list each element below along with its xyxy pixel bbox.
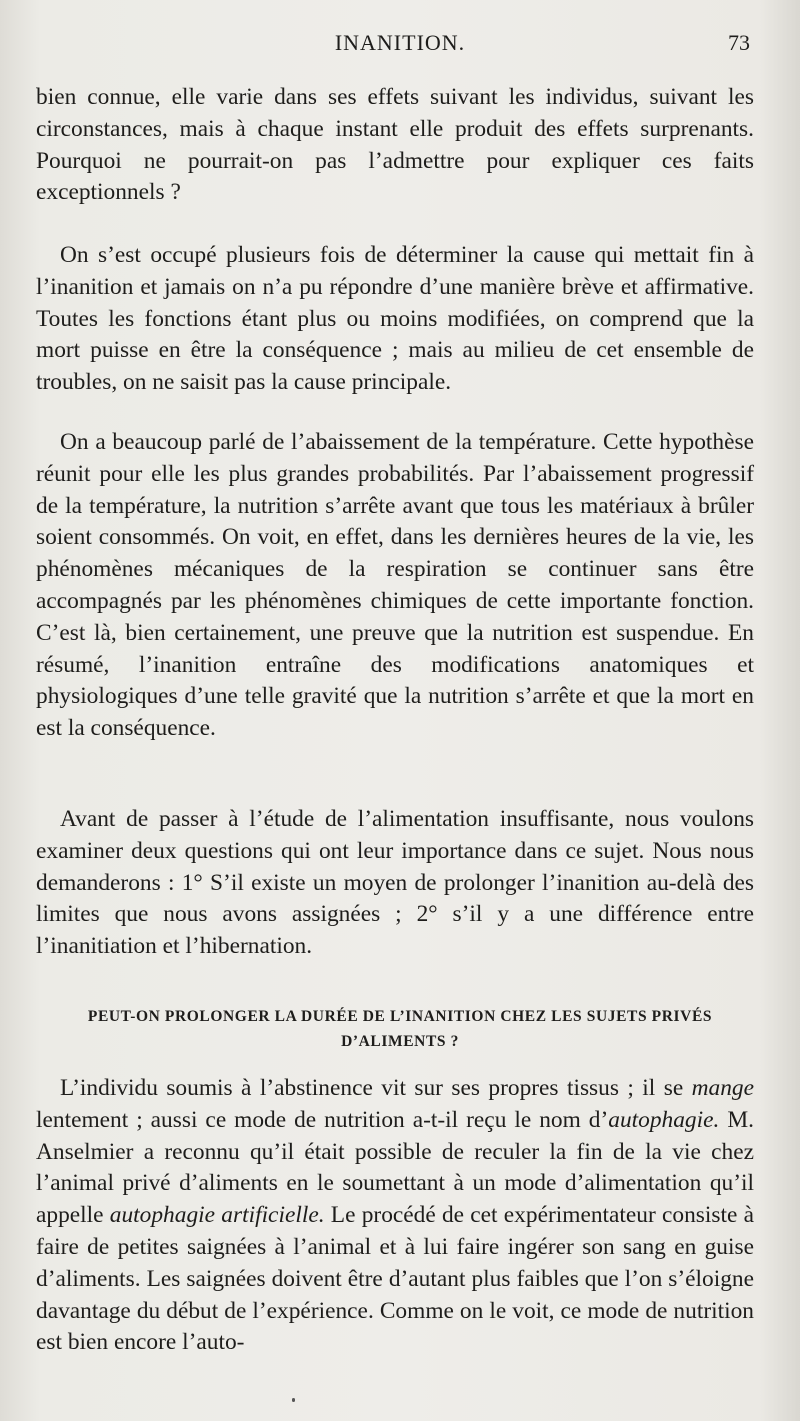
paragraph-5-text-a: L’individu soumis à l’abstinence vit sur ses propres tissus ; il se [60,1075,692,1101]
paragraph-2: On s’est occupé plusieurs fois de déterminer la cause qui mettait fin à l’inanition et jamais on n’a pu répondre d’une manière brève et affirmative. Toutes les fonctions étant plus ou moins modifiées, on comprend que la mort puisse en être la conséquence ; mais au milieu de cet ensemble de troubles, on ne saisit pas la cause principale. [36,242,754,396]
paragraph-4: Avant de passer à l’étude de l’alimentation insuffisante, nous voulons examiner deux questions qui ont leur importance dans ce sujet. Nous nous demanderons : 1° S’il existe un moyen de prolonger l’inanition au-delà des limites que nous avons assignées ; 2° s’il y a une différence entre l’inanitiation et l’hibernation. [36,806,754,960]
page-number: 73 [728,30,750,55]
paragraph-5-text-c: M. Anselmier a reconnu qu’il était possible de reculer la fin de la vie chez l’animal privé d’aliments en le soumettant à un mode d’alimentation qu’il appelle [36,1106,754,1229]
paragraph-5-text-b: lentement ; aussi ce mode de nutrition a-t-il reçu le nom d’ [36,1106,609,1133]
paragraph-5 [36,1073,754,1359]
italic-term-autophagie: autophagie. [608,1106,720,1133]
page-header [0,30,800,64]
paragraph-5-text-d: Le procédé de cet expérimentateur consiste à faire de petites saignées à l’animal et à lui faire ingérer son sang en guise d’aliments. Les saignées doivent être d’autant plus faibles que l’on s’éloigne davantage du début de l’expérience. Comme on le voit, ce mode de nutrition est bien encore l’auto- [36,1202,754,1356]
section-heading: PEUT-ON PROLONGER LA DURÉE DE L’INANITION CHEZ LES SUJETS PRIVÉS D’ALIMENTS ? [87,1008,713,1050]
paragraph-1: bien connue, elle varie dans ses effets suivant les individus, suivant les circonstances, mais à chaque instant elle produit des effets surprenants. Pourquoi ne pourrait-on pas l’admettre pour expliquer ces faits exceptionnels ? [36,84,754,206]
ink-speck [292,1398,295,1402]
italic-term-autophagie-artificielle: autophagie artificielle. [109,1202,325,1229]
paragraph-3: On a beaucoup parlé de l’abaissement de la température. Cette hypothèse réunit pour elle les plus grandes probabilités. Par l’abaissement progressif de la température, la nutrition s’arrête avant que tous les matériaux à brûler soient consommés. On voit, en effet, dans les dernières heures de la vie, les phénomènes mécaniques de la respiration se continuer sans être accompagnés par les phénomènes chimiques de cette importante fonction. C’est là, bien certainement, une preuve que la nutrition est suspendue. En résumé, l’inanition entraîne des modifications anatomiques et physiologiques d’une telle gravité que la nutrition s’arrête et que la mort en est la conséquence. [36,429,754,742]
italic-term-mange: mange [691,1075,754,1101]
running-title: INANITION. [334,30,466,55]
